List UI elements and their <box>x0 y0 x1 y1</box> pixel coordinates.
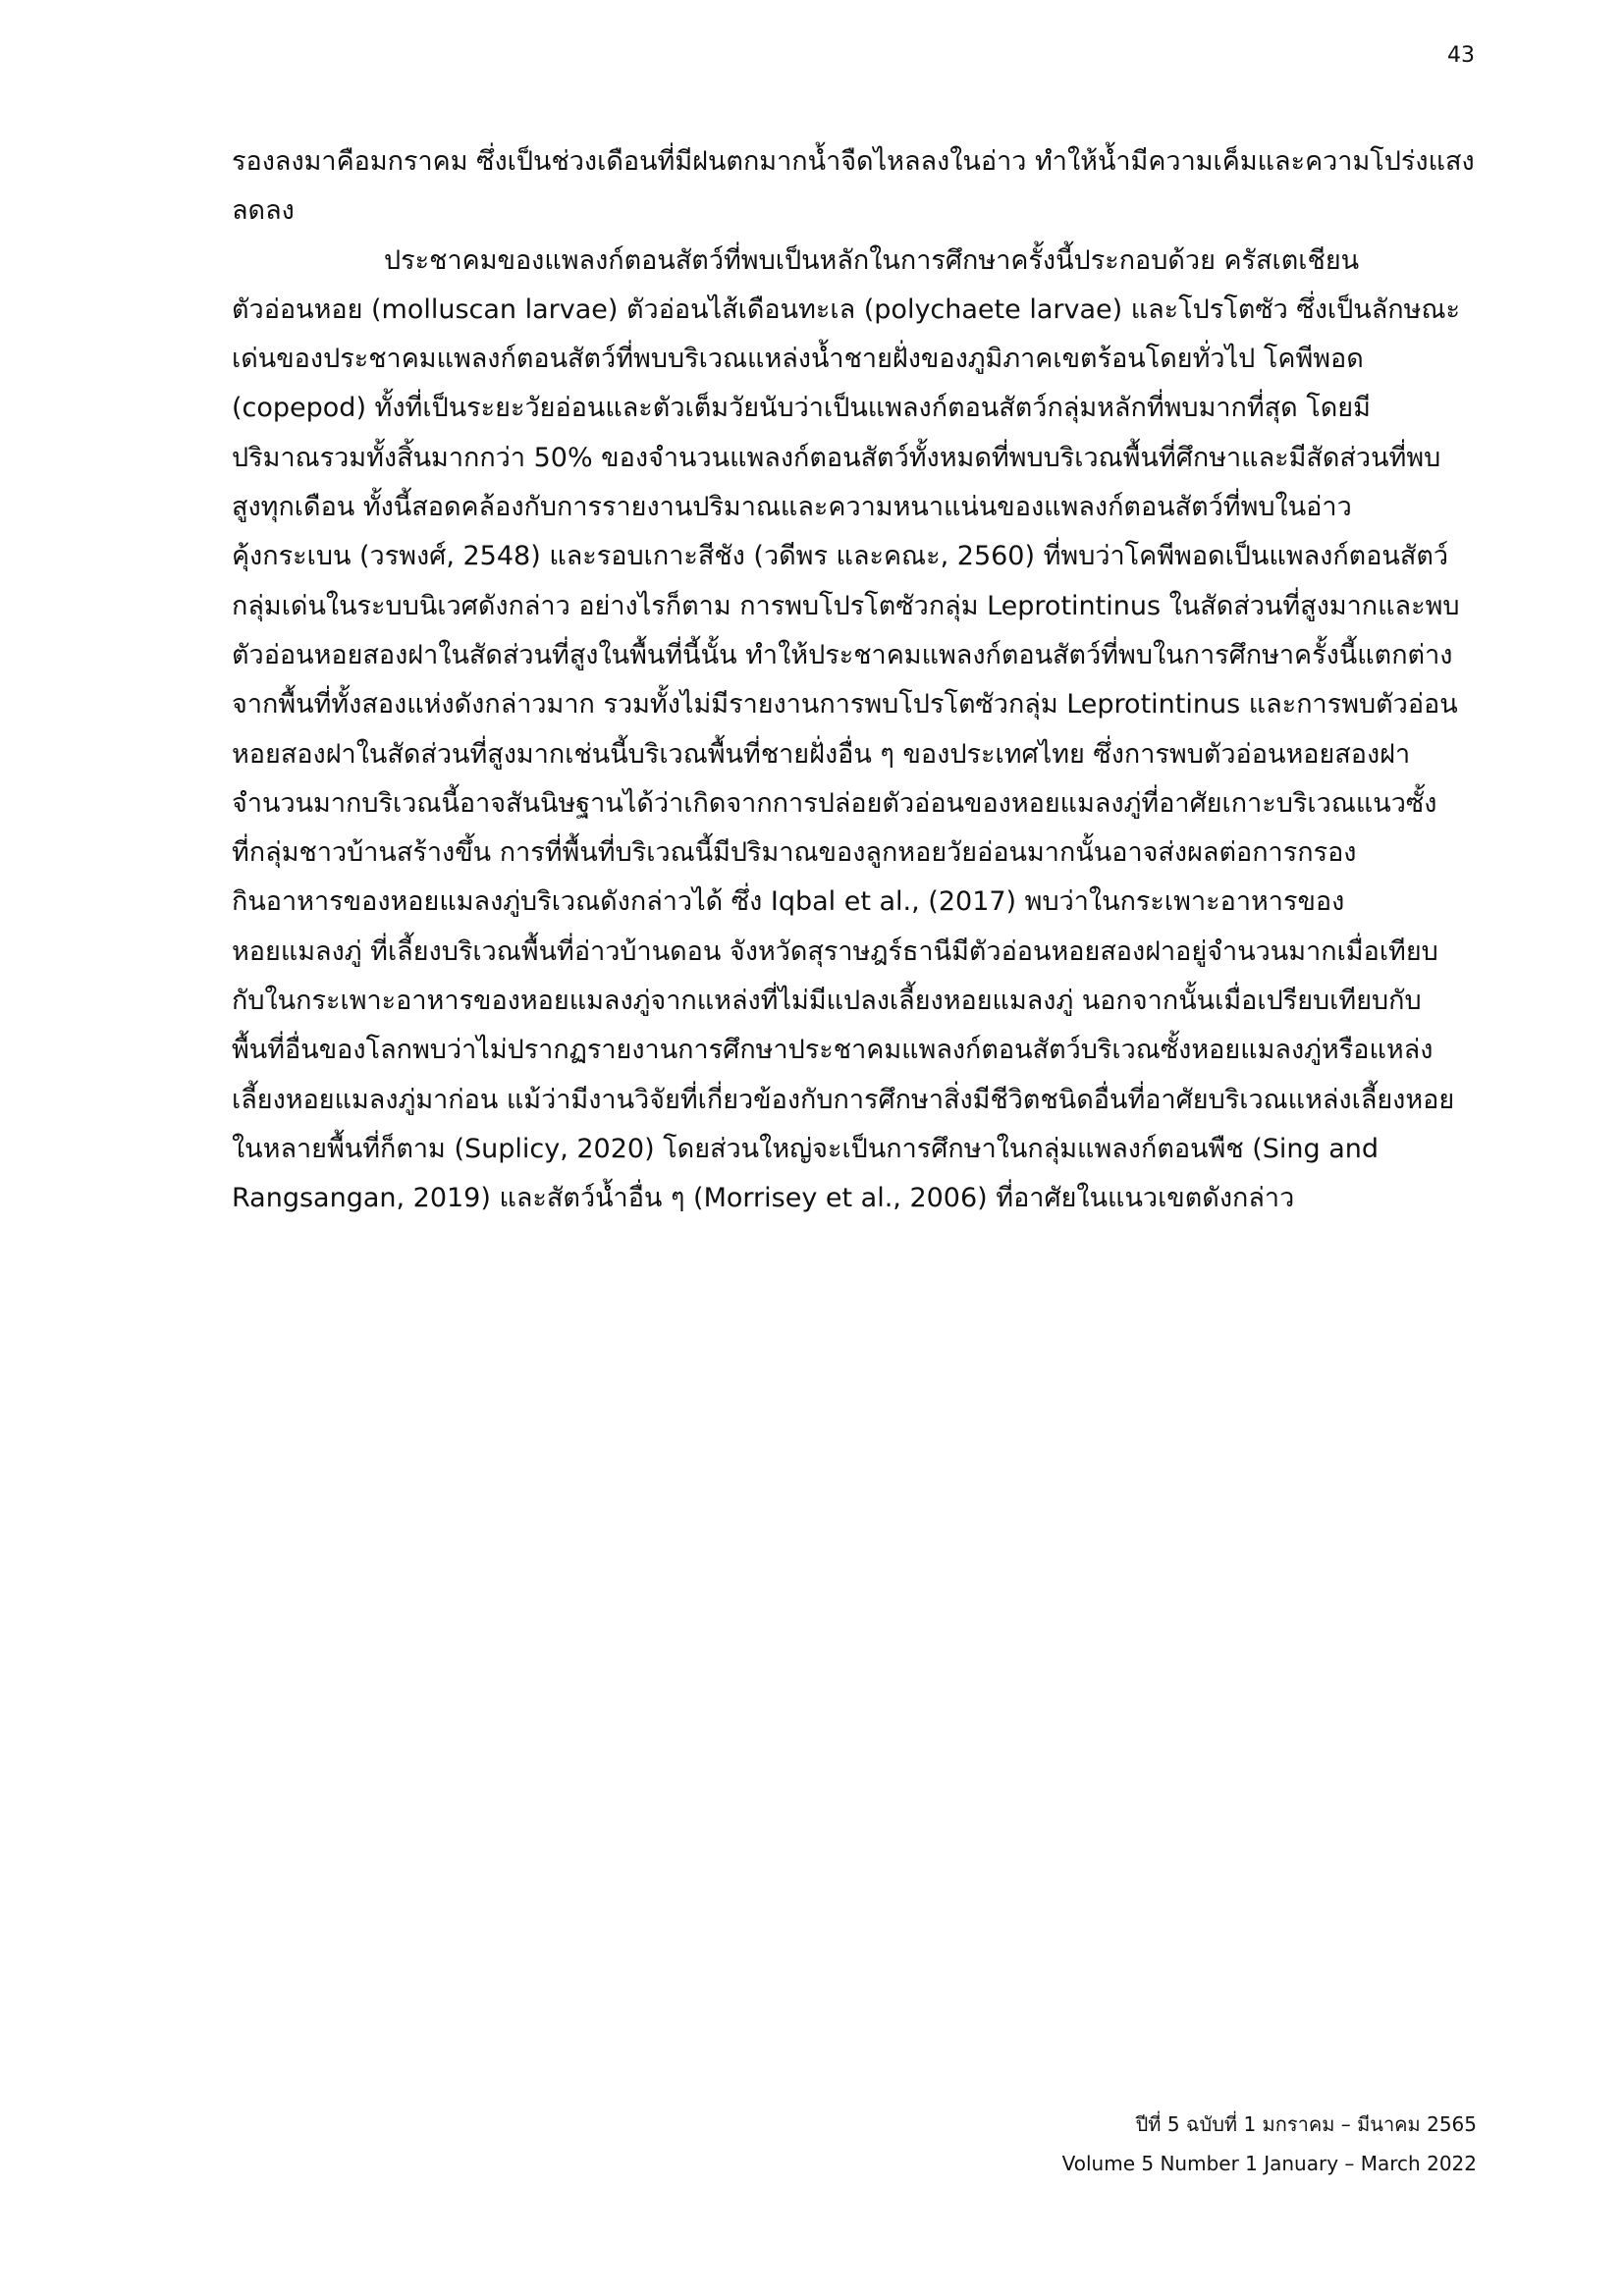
body-line: คุ้งกระเบน (วรพงศ์, 2548) และรอบเกาะสีชัง (วดีพร และคณะ, 2560) ที่พบว่าโคพีพอดเป็นแพลงก์ตอนสัตว์ <box>232 541 1449 572</box>
body-line: ปริมาณรวมทั้งสิ้นมากกว่า 50% ของจำนวนแพลงก์ตอนสัตว์ทั้งหมดที่พบบริเวณพื้นที่ศึกษาและมีสัดส่วนที่พบ <box>232 442 1441 473</box>
body-line: รองลงมาคือมกราคม ซึ่งเป็นช่วงเดือนที่มีฝนตกมากน้ำจืดไหลลงในอ่าว ทำให้น้ำมีความเค็มและความโปร่งแสง <box>232 146 1475 177</box>
paragraph-start-line: ประชาคมของแพลงก์ตอนสัตว์ที่พบเป็นหลักในการศึกษาครั้งนี้ประกอบด้วย ครัสเตเชียน <box>384 244 1360 276</box>
footer-english: Volume 5 Number 1 January – March 2022 <box>1061 2152 1477 2175</box>
body-line: กับในกระเพาะอาหารของหอยแมลงภู่จากแหล่งที่ไม่มีแปลงเลี้ยงหอยแมลงภู่ นอกจากนั้นเมื่อเปรียบเทียบกับ <box>232 986 1422 1017</box>
body-line: กลุ่มเด่นในระบบนิเวศดังกล่าว อย่างไรก็ตาม การพบโปรโตซัวกลุ่ม Leprotintinus ในสัดส่วนที่สูงมากและพบ <box>232 590 1460 621</box>
body-line: หอยแมลงภู่ ที่เลี้ยงบริเวณพื้นที่อ่าวบ้านดอน จังหวัดสุราษฎร์ธานีมีตัวอ่อนหอยสองฝาอยู่จำนวนมากเมื่อเทียบ <box>232 935 1438 967</box>
body-line: เลี้ยงหอยแมลงภู่มาก่อน แม้ว่ามีงานวิจัยที่เกี่ยวข้องกับการศึกษาสิ่งมีชีวิตชนิดอื่นที่อาศัยบริเวณแหล่งเลี้ยงหอย <box>232 1084 1455 1115</box>
body-line: สูงทุกเดือน ทั้งนี้สอดคล้องกับการรายงานปริมาณและความหนาแน่นของแพลงก์ตอนสัตว์ที่พบในอ่าว <box>232 492 1352 523</box>
page-number: 43 <box>1447 43 1475 68</box>
body-line: จำนวนมากบริเวณนี้อาจสันนิษฐานได้ว่าเกิดจากการปล่อยตัวอ่อนของหอยแมลงภู่ที่อาศัยเกาะบริเวณแนวซั้ง <box>232 787 1437 819</box>
footer-thai: ปีที่ 5 ฉบับที่ 1 มกราคม – มีนาคม 2565 <box>1135 2112 1477 2136</box>
body-line: ลดลง <box>232 195 295 227</box>
body-line: ตัวอ่อนหอย (molluscan larvae) ตัวอ่อนไส้เดือนทะเล (polychaete larvae) และโปรโตซัว ซึ่งเป็นลักษณะ <box>232 294 1460 325</box>
body-line: กินอาหารของหอยแมลงภู่บริเวณดังกล่าวได้ ซึ่ง Iqbal et al., (2017) พบว่าในกระเพาะอาหารของ <box>232 886 1345 918</box>
body-line: จากพื้นที่ทั้งสองแห่งดังกล่าวมาก รวมทั้งไม่มีรายงานการพบโปรโตซัวกลุ่ม Leprotintinus และการพบตัวอ่อน <box>232 689 1458 721</box>
body-line: (copepod) ทั้งที่เป็นระยะวัยอ่อนและตัวเต็มวัยนับว่าเป็นแพลงก์ตอนสัตว์กลุ่มหลักที่พบมากที่สุด โดยมี <box>232 393 1371 424</box>
body-line: หอยสองฝาในสัดส่วนที่สูงมากเช่นนี้บริเวณพื้นที่ชายฝั่งอื่น ๆ ของประเทศไทย ซึ่งการพบตัวอ่อนหอยสองฝา <box>232 738 1411 770</box>
body-line: Rangsangan, 2019) และสัตว์น้ำอื่น ๆ (Morrisey et al., 2006) ที่อาศัยในแนวเขตดังกล่าว <box>232 1183 1295 1214</box>
body-line: ตัวอ่อนหอยสองฝาในสัดส่วนที่สูงในพื้นที่นี้นั้น ทำให้ประชาคมแพลงก์ตอนสัตว์ที่พบในการศึกษาครั้งนี้แตกต่าง <box>232 639 1453 670</box>
body-line: เด่นของประชาคมแพลงก์ตอนสัตว์ที่พบบริเวณแหล่งน้ำชายฝั่งของภูมิภาคเขตร้อนโดยทั่วไป โคพีพอด <box>232 344 1364 375</box>
body-line: พื้นที่อื่นของโลกพบว่าไม่ปรากฏรายงานการศึกษาประชาคมแพลงก์ตอนสัตว์บริเวณซั้งหอยแมลงภู่หรือแหล่ง <box>232 1035 1434 1066</box>
body-line: ในหลายพื้นที่ก็ตาม (Suplicy, 2020) โดยส่วนใหญ่จะเป็นการศึกษาในกลุ่มแพลงก์ตอนพืช (Sing and <box>232 1133 1380 1164</box>
body-line: ที่กลุ่มชาวบ้านสร้างขึ้น การที่พื้นที่บริเวณนี้มีปริมาณของลูกหอยวัยอ่อนมากนั้นอาจส่งผลต่อการกรอง <box>232 837 1357 869</box>
body-text <box>232 137 1479 1224</box>
